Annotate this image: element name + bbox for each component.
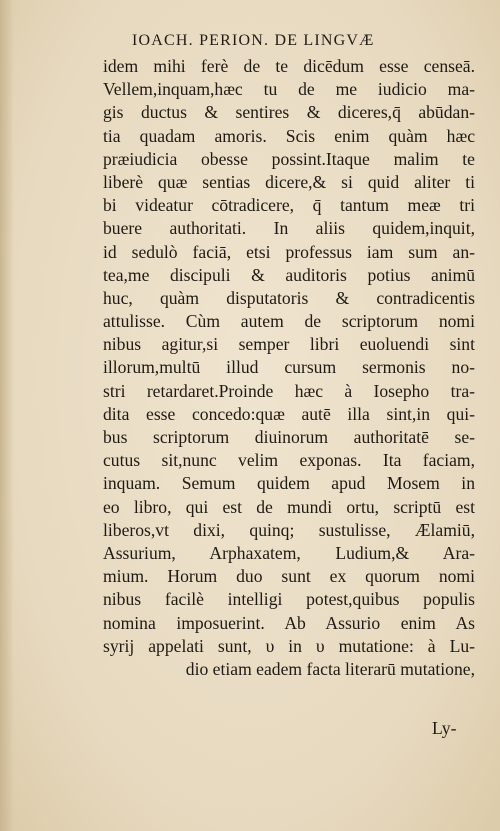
running-head: IOACH. PERION. DE LINGVÆ xyxy=(132,32,375,49)
text-line: syrij appelati sunt, υ in υ mutatione: à Lu- xyxy=(103,635,475,656)
text-line: inquam. Semum quidem apud Mosem in xyxy=(103,473,475,494)
text-line: mium. Horum duo sunt ex quorum nomi xyxy=(103,566,475,587)
text-line: nibus agitur,si semper libri euoluendi sint xyxy=(103,334,475,355)
text-line: eo libro, qui est de mundi ortu, scriptū est xyxy=(103,496,475,517)
text-line: dita esse concedo:quæ autē illa sint,in qui- xyxy=(103,403,475,424)
text-line: illorum,multū illud cursum sermonis no- xyxy=(103,357,475,378)
text-line: huc, quàm disputatoris & contradicentis xyxy=(103,287,475,308)
text-line: nibus facilè intelligi potest,quibus populis xyxy=(103,589,475,610)
catchword: Ly- xyxy=(432,718,457,738)
text-line: Assurium, Arphaxatem, Ludium,& Ara- xyxy=(103,542,475,563)
text-line: liberè quæ sentias dicere,& si quid aliter ti xyxy=(103,171,475,192)
body-text xyxy=(103,55,475,681)
text-line: bi videatur cōtradicere, q̄ tantum meæ tri xyxy=(103,195,475,216)
text-line: Vellem,inquam,hæc tu de me iudicio ma- xyxy=(103,79,475,100)
text-line: dio etiam eadem facta literarū mutatione, xyxy=(185,658,475,679)
text-line: liberos,vt dixi, quinq; sustulisse, Ælamiū, xyxy=(103,519,475,540)
text-line: tia quadam amoris. Scis enim quàm hæc xyxy=(103,125,475,146)
text-line: gis ductus & sentires & diceres,q̄ abūdan- xyxy=(103,102,475,123)
text-line: tea,me discipuli & auditoris potius animū xyxy=(103,264,475,285)
text-line: id sedulò faciā, etsi professus iam sum an- xyxy=(103,241,475,262)
page-gutter-shadow xyxy=(0,0,14,831)
text-line: buere authoritati. In aliis quidem,inquit, xyxy=(103,218,475,239)
text-line: cutus sit,nunc velim exponas. Ita faciam, xyxy=(103,450,475,471)
text-line: bus scriptorum diuinorum authoritatē se- xyxy=(103,427,475,447)
text-line: stri retardaret.Proinde hæc à Iosepho tra- xyxy=(103,380,475,401)
text-line: nomina imposuerint. Ab Assurio enim As xyxy=(103,612,475,633)
text-line: idem mihi ferè de te dicēdum esse censeā. xyxy=(103,56,475,76)
text-line: attulisse. Cùm autem de scriptorum nomi xyxy=(103,311,475,332)
text-line: præiudicia obesse possint.Itaque malim te xyxy=(103,148,475,169)
